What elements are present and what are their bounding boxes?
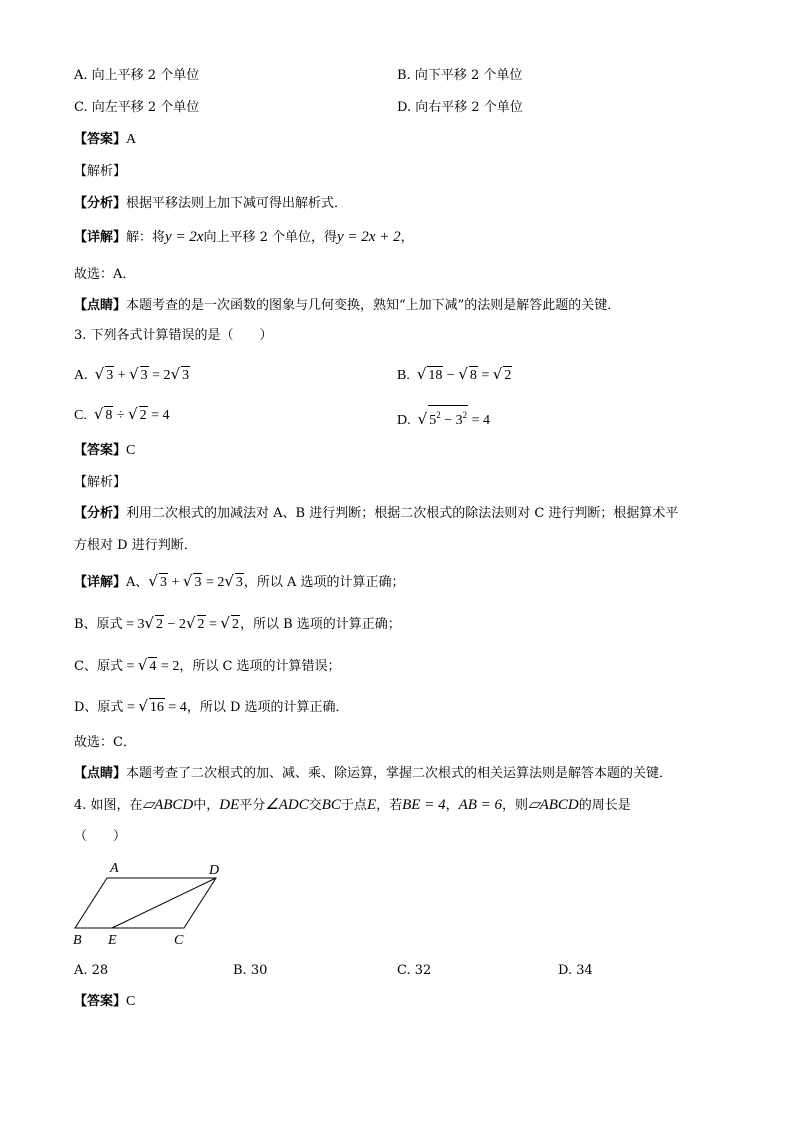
q4-stem-mid2: 平分: [239, 798, 266, 813]
q4-option-b: B. 30: [233, 963, 268, 978]
dianjing-tag: 【点睛】: [74, 766, 127, 781]
parallelogram-figure: [70, 858, 230, 950]
parallelogram-abcd-2: ▱ABCD: [528, 797, 579, 813]
q4-stem-mid1: 中，: [193, 798, 220, 813]
q3-guxuan: 故选：C．: [74, 735, 136, 750]
q2-option-c: C. 向左平移 2 个单位: [74, 100, 200, 115]
answer-value: A: [126, 132, 137, 147]
dianjing-tag: 【点睛】: [74, 298, 127, 313]
q2-xiangjie: [74, 228, 414, 247]
answer-value: C: [126, 994, 136, 1009]
q4-option-d: D. 34: [558, 963, 593, 978]
answer-value: C: [126, 443, 136, 458]
q2-option-b: B. 向下平移 2 个单位: [397, 68, 523, 83]
q2-fenxi: [74, 195, 347, 213]
q4-stem-end: 的周长是: [578, 798, 631, 813]
fenxi-text: 根据平移法则上加下减可得出解析式．: [126, 196, 348, 211]
q3-option-a: A. √ 3 + √ 3 = 2√ 3: [74, 365, 190, 383]
parallelogram-abcd: ▱ABCD: [142, 797, 194, 813]
q4-option-a: A. 28: [74, 963, 109, 978]
q4-stem-line1: [74, 796, 631, 815]
xiangjie-end: ，: [400, 230, 414, 245]
q3-option-d: D. √ $5^2 - 3^2 = 4$: [397, 405, 490, 430]
xj-d-pre: D、原式: [74, 700, 124, 715]
q4-stem-mid6: ，: [445, 798, 459, 813]
ab-equals-6: AB = 6: [458, 797, 503, 813]
q3-jiexi-heading: 【解析】: [74, 475, 127, 490]
q2-option-a: A. 向上平移 2 个单位: [74, 68, 200, 83]
q4-option-c: C. 32: [397, 963, 432, 978]
xiangjie-mid: 向上平移 2 个单位，得: [203, 230, 338, 245]
label-a: A: [110, 861, 119, 876]
label-b: B: [73, 933, 82, 948]
xj-d-post: ，所以 D 选项的计算正确．: [186, 700, 349, 715]
be-equals-4: BE = 4: [402, 797, 446, 813]
angle-adc: ∠ADC: [265, 797, 309, 813]
fenxi-text: 利用二次根式的加减法对 A、B 进行判断；根据二次根式的除法法则对 C 进行判断；根据算术平: [126, 506, 679, 521]
q3-fenxi-line2: 方根对 D 进行判断．: [74, 538, 197, 553]
xj-c-post: ，所以 C 选项的计算错误；: [179, 659, 341, 674]
q3-option-b: B. √ 18 − √ 8 = √ 2: [397, 365, 512, 383]
q4-stem-mid7: ，则: [502, 798, 529, 813]
answer-tag: 【答案】: [74, 443, 127, 458]
dianjing-text: 本题考查了二次根式的加、减、乘、除运算，掌握二次根式的相关运算法则是解答本题的关键．: [126, 766, 673, 781]
xj-b-post: ，所以 B 选项的计算正确；: [239, 617, 401, 632]
q3-stem: 3. 下列各式计算错误的是（ ）: [74, 328, 273, 343]
q3-option-c: C. √ 8 ÷ √ 2 = 4: [74, 405, 170, 423]
q3-answer: [74, 442, 135, 460]
xj-a-post: ，所以 A 选项的计算正确；: [243, 575, 405, 590]
dianjing-text: 本题考查的是一次函数的图象与几何变换，熟知“上加下减”的法则是解答此题的关键．: [126, 298, 621, 313]
q2-answer: [74, 131, 136, 149]
label-c: C: [174, 933, 184, 948]
xiangjie-tag: 【详解】: [74, 575, 127, 590]
q4-stem-pre: 4. 如图，在: [74, 798, 143, 813]
q4-stem-mid4: 于点: [340, 798, 367, 813]
answer-tag: 【答案】: [74, 132, 127, 147]
q4-answer: [74, 993, 135, 1011]
xj-a-pre: A、: [126, 575, 149, 590]
q3-xiangjie-d: D、原式 = √ 16 = 4，所以 D 选项的计算正确．: [74, 697, 349, 715]
q4-stem-line2: （ ）: [74, 829, 127, 844]
point-e: E: [366, 797, 377, 813]
expr-y-2x: y = 2x: [165, 229, 204, 245]
q3-xiangjie-b: B、原式 = 3√ 2 − 2√ 2 = √ 2，所以 B 选项的计算正确；: [74, 614, 401, 632]
xiangjie-pre: 解：将: [126, 230, 166, 245]
xiangjie-tag: 【详解】: [74, 230, 127, 245]
q2-option-d: D. 向右平移 2 个单位: [397, 100, 523, 115]
q3-xiangjie-a: 【详解】A、√ 3 + √ 3 = 2√ 3，所以 A 选项的计算正确；: [74, 572, 405, 590]
segment-bc: BC: [321, 797, 341, 813]
fenxi-tag: 【分析】: [74, 196, 127, 211]
q4-stem-mid5: ，若: [376, 798, 403, 813]
segment-de: DE: [219, 797, 240, 813]
q3-fenxi-line1: [74, 505, 678, 523]
xj-c-pre: C、原式: [74, 659, 123, 674]
q2-jiexi-heading: 【解析】: [74, 164, 127, 179]
label-d: D: [209, 863, 220, 878]
parallelogram-shape: [75, 878, 216, 928]
expr-y-2x-plus-2: y = 2x + 2: [337, 229, 401, 245]
fenxi-tag: 【分析】: [74, 506, 127, 521]
q3-xiangjie-c: C、原式 = √ 4 = 2，所以 C 选项的计算错误；: [74, 656, 341, 674]
q3-dianjing: [74, 765, 672, 783]
label-e: E: [108, 933, 117, 948]
xj-b-pre: B、原式: [74, 617, 123, 632]
q4-stem-mid3: 交: [308, 798, 322, 813]
q2-guxuan: 故选：A．: [74, 267, 136, 282]
q2-dianjing: [74, 297, 620, 315]
answer-tag: 【答案】: [74, 994, 127, 1009]
